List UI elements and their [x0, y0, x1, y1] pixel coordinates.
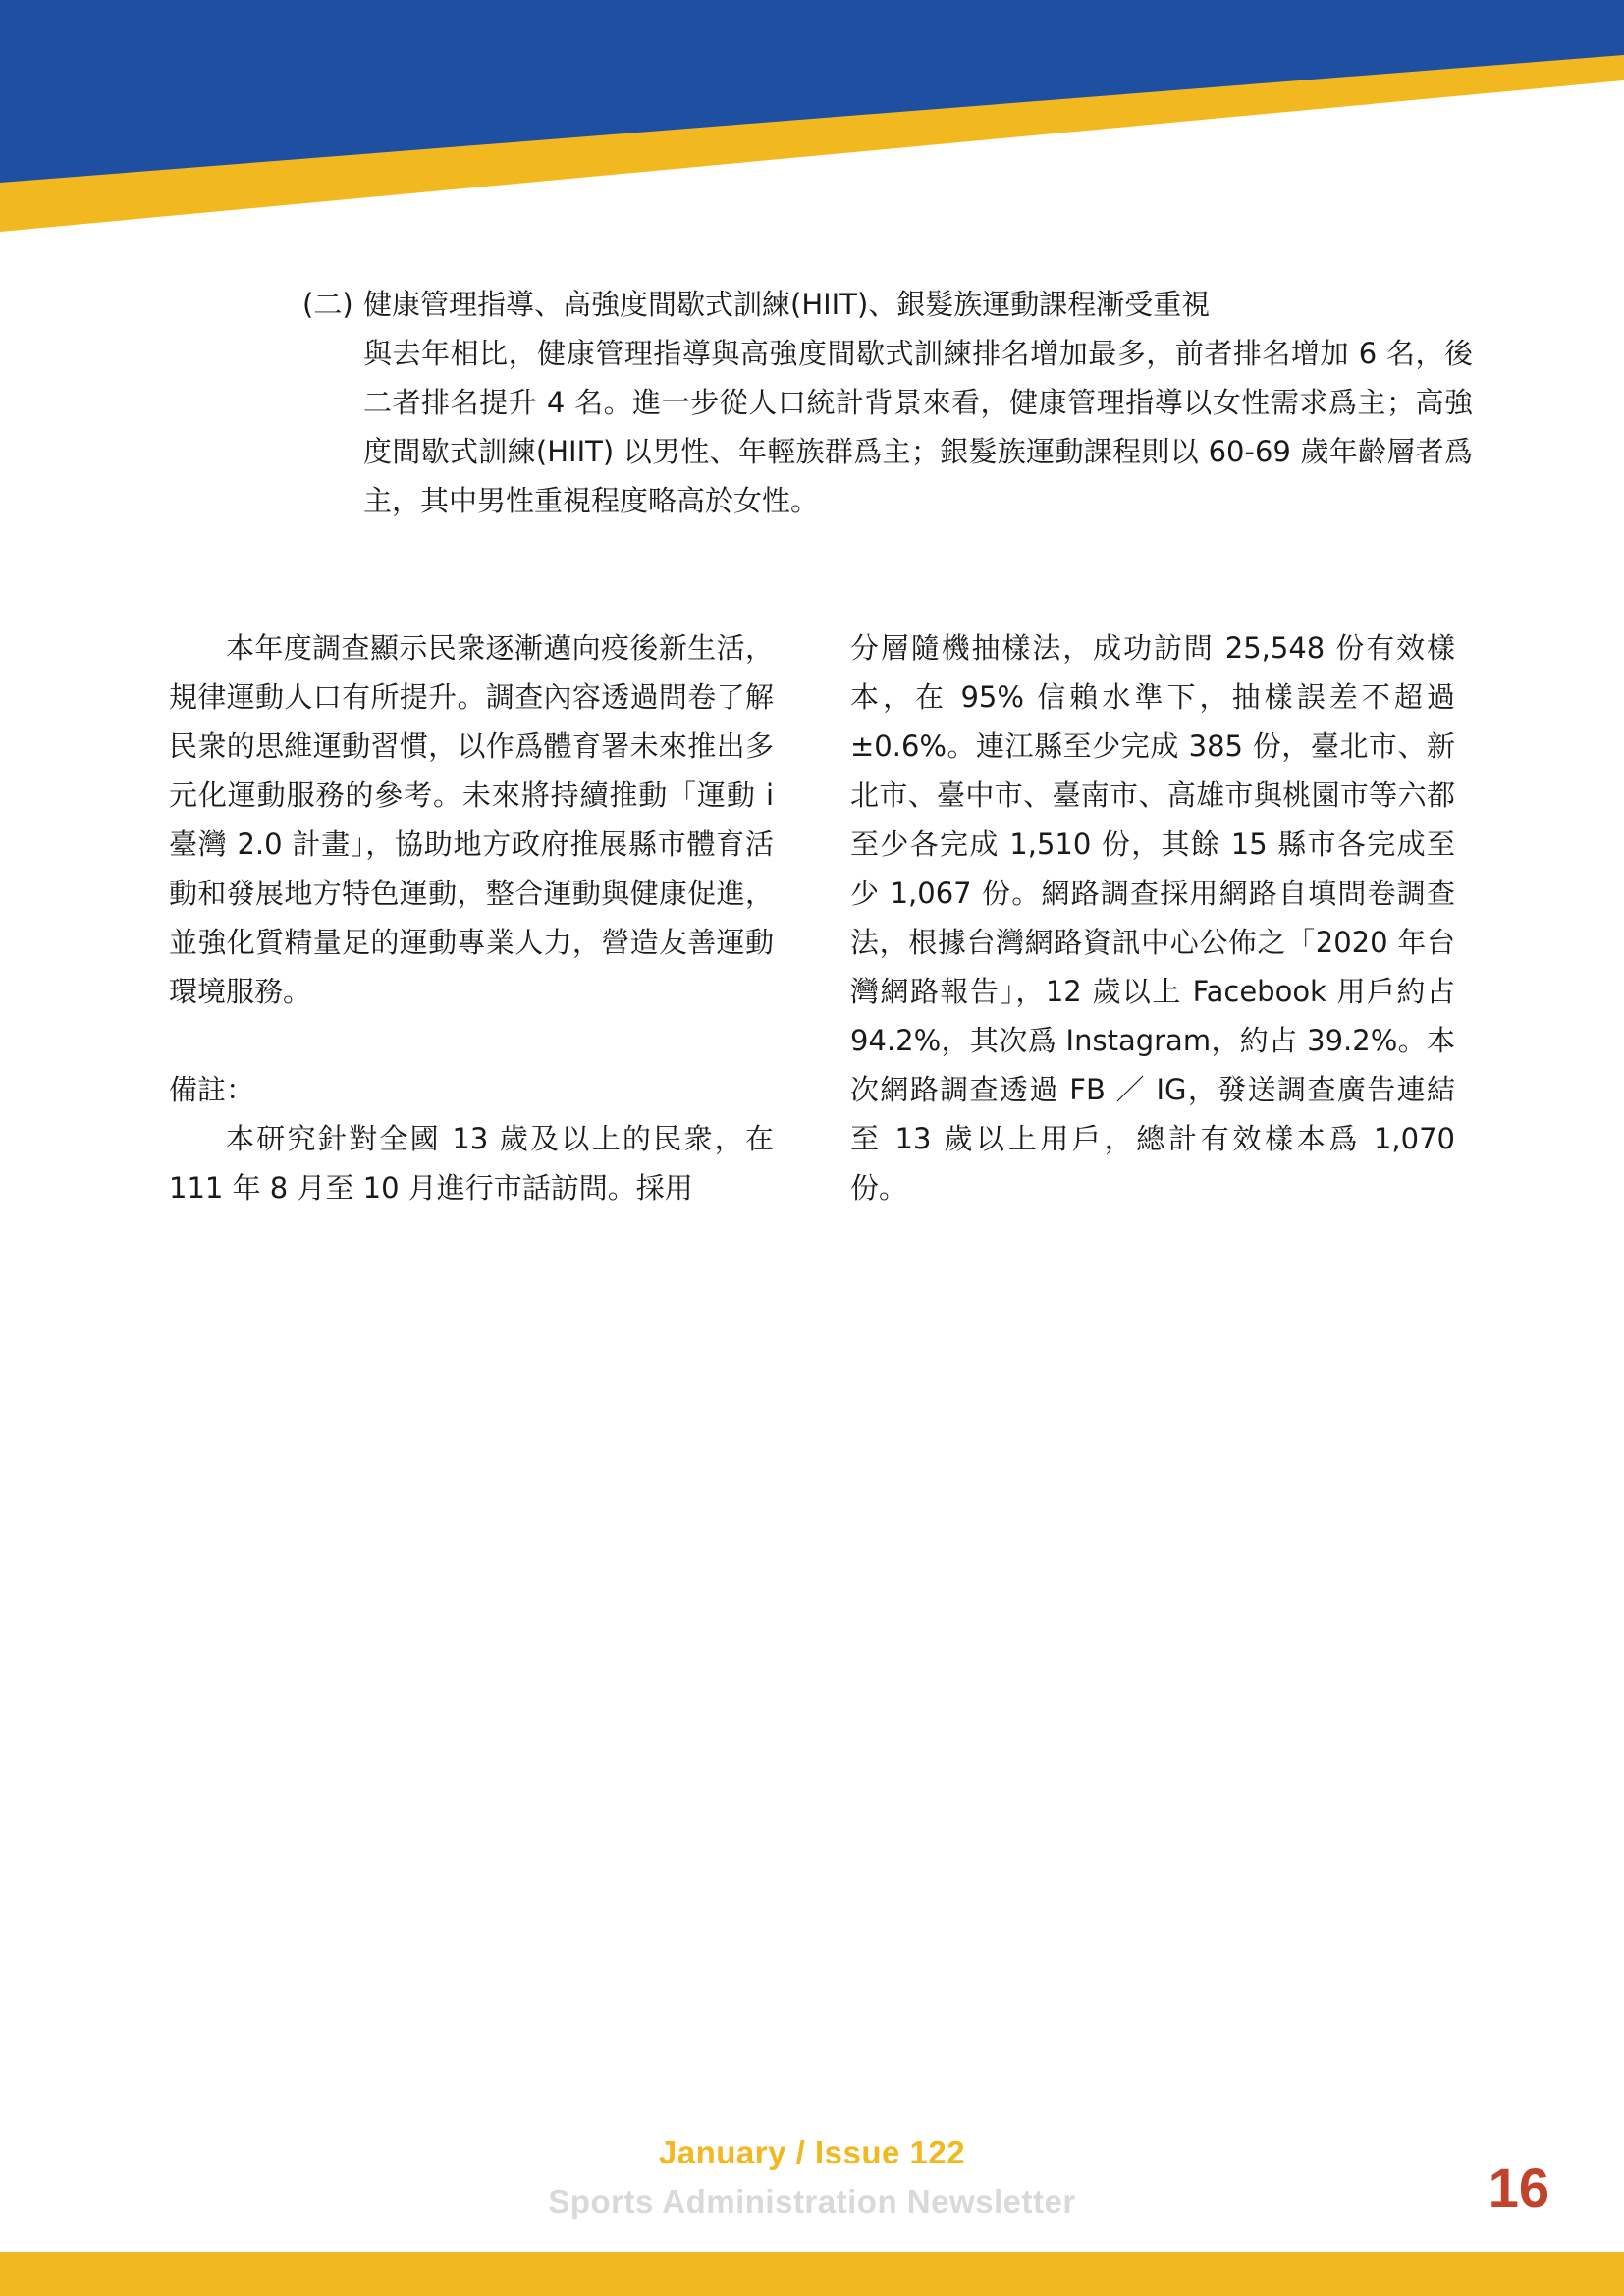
section-number: (二) [302, 288, 353, 321]
note-paragraph-continued: 分層隨機抽樣法，成功訪問 25,548 份有效樣本，在 95% 信賴水準下，抽樣誤差不超過 ±0.6%。連江縣至少完成 385 份，臺北市、新北市、臺中市、臺南市、高雄市與桃園市等六都至少各完成 1,510 份，其餘 15 縣市各完成至少 1,067 份。網路調查採用網路自填問卷調查法，根據台灣網路資訊中心公佈之「2020 年台灣網路報告」，12 歲以上 Facebook 用戶約占 94.2%，其次爲 Instagram，約占 39.2%。本次網路調查透過 FB ／ IG，發送調查廣告連結至 13 歲以上用戶，總計有效樣本爲 1,070 份。 [850, 631, 1455, 1204]
section-heading-text: 健康管理指導、高強度間歇式訓練(HIIT)、銀髮族運動課程漸受重視 [363, 288, 1211, 321]
section-body: 與去年相比，健康管理指導與高強度間歇式訓練排名增加最多，前者排名增加 6 名，後二者排名提升 4 名。進一步從人口統計背景來看，健康管理指導以女性需求爲主；高強度間歇式訓練(HIIT) 以男性、年輕族群爲主；銀髮族運動課程則以 60-69 歲年齡層者爲主，其中男性重視程度略高於女性。 [363, 337, 1473, 517]
page-number: 16 [1488, 2157, 1549, 2218]
summary-paragraph: 本年度調查顯示民衆逐漸邁向疫後新生活，規律運動人口有所提升。調查內容透過問卷了解民衆的思維運動習慣，以作爲體育署未來推出多元化運動服務的參考。未來將持續推動「運動 i 臺灣 2.0 計畫」，協助地方政府推展縣市體育活動和發展地方特色運動，整合運動與健康促進，並強化質精量足的運動專業人力，營造友善運動環境服務。 [169, 631, 774, 1008]
left-column [169, 623, 774, 1212]
header-banner [0, 0, 1624, 236]
note-paragraph-start: 本研究針對全國 13 歲及以上的民衆，在 111 年 8 月至 10 月進行市話訪問。採用 [169, 1122, 774, 1204]
section-heading [302, 280, 1473, 329]
note-label: 備註： [169, 1073, 255, 1106]
footer-issue: January / Issue 122 [658, 2134, 966, 2170]
right-column [850, 623, 1455, 1212]
footer-publication-name: Sports Administration Newsletter [548, 2183, 1076, 2219]
paragraph-gap [169, 1016, 774, 1065]
section-two [302, 280, 1473, 525]
footer-band [0, 2252, 1624, 2296]
